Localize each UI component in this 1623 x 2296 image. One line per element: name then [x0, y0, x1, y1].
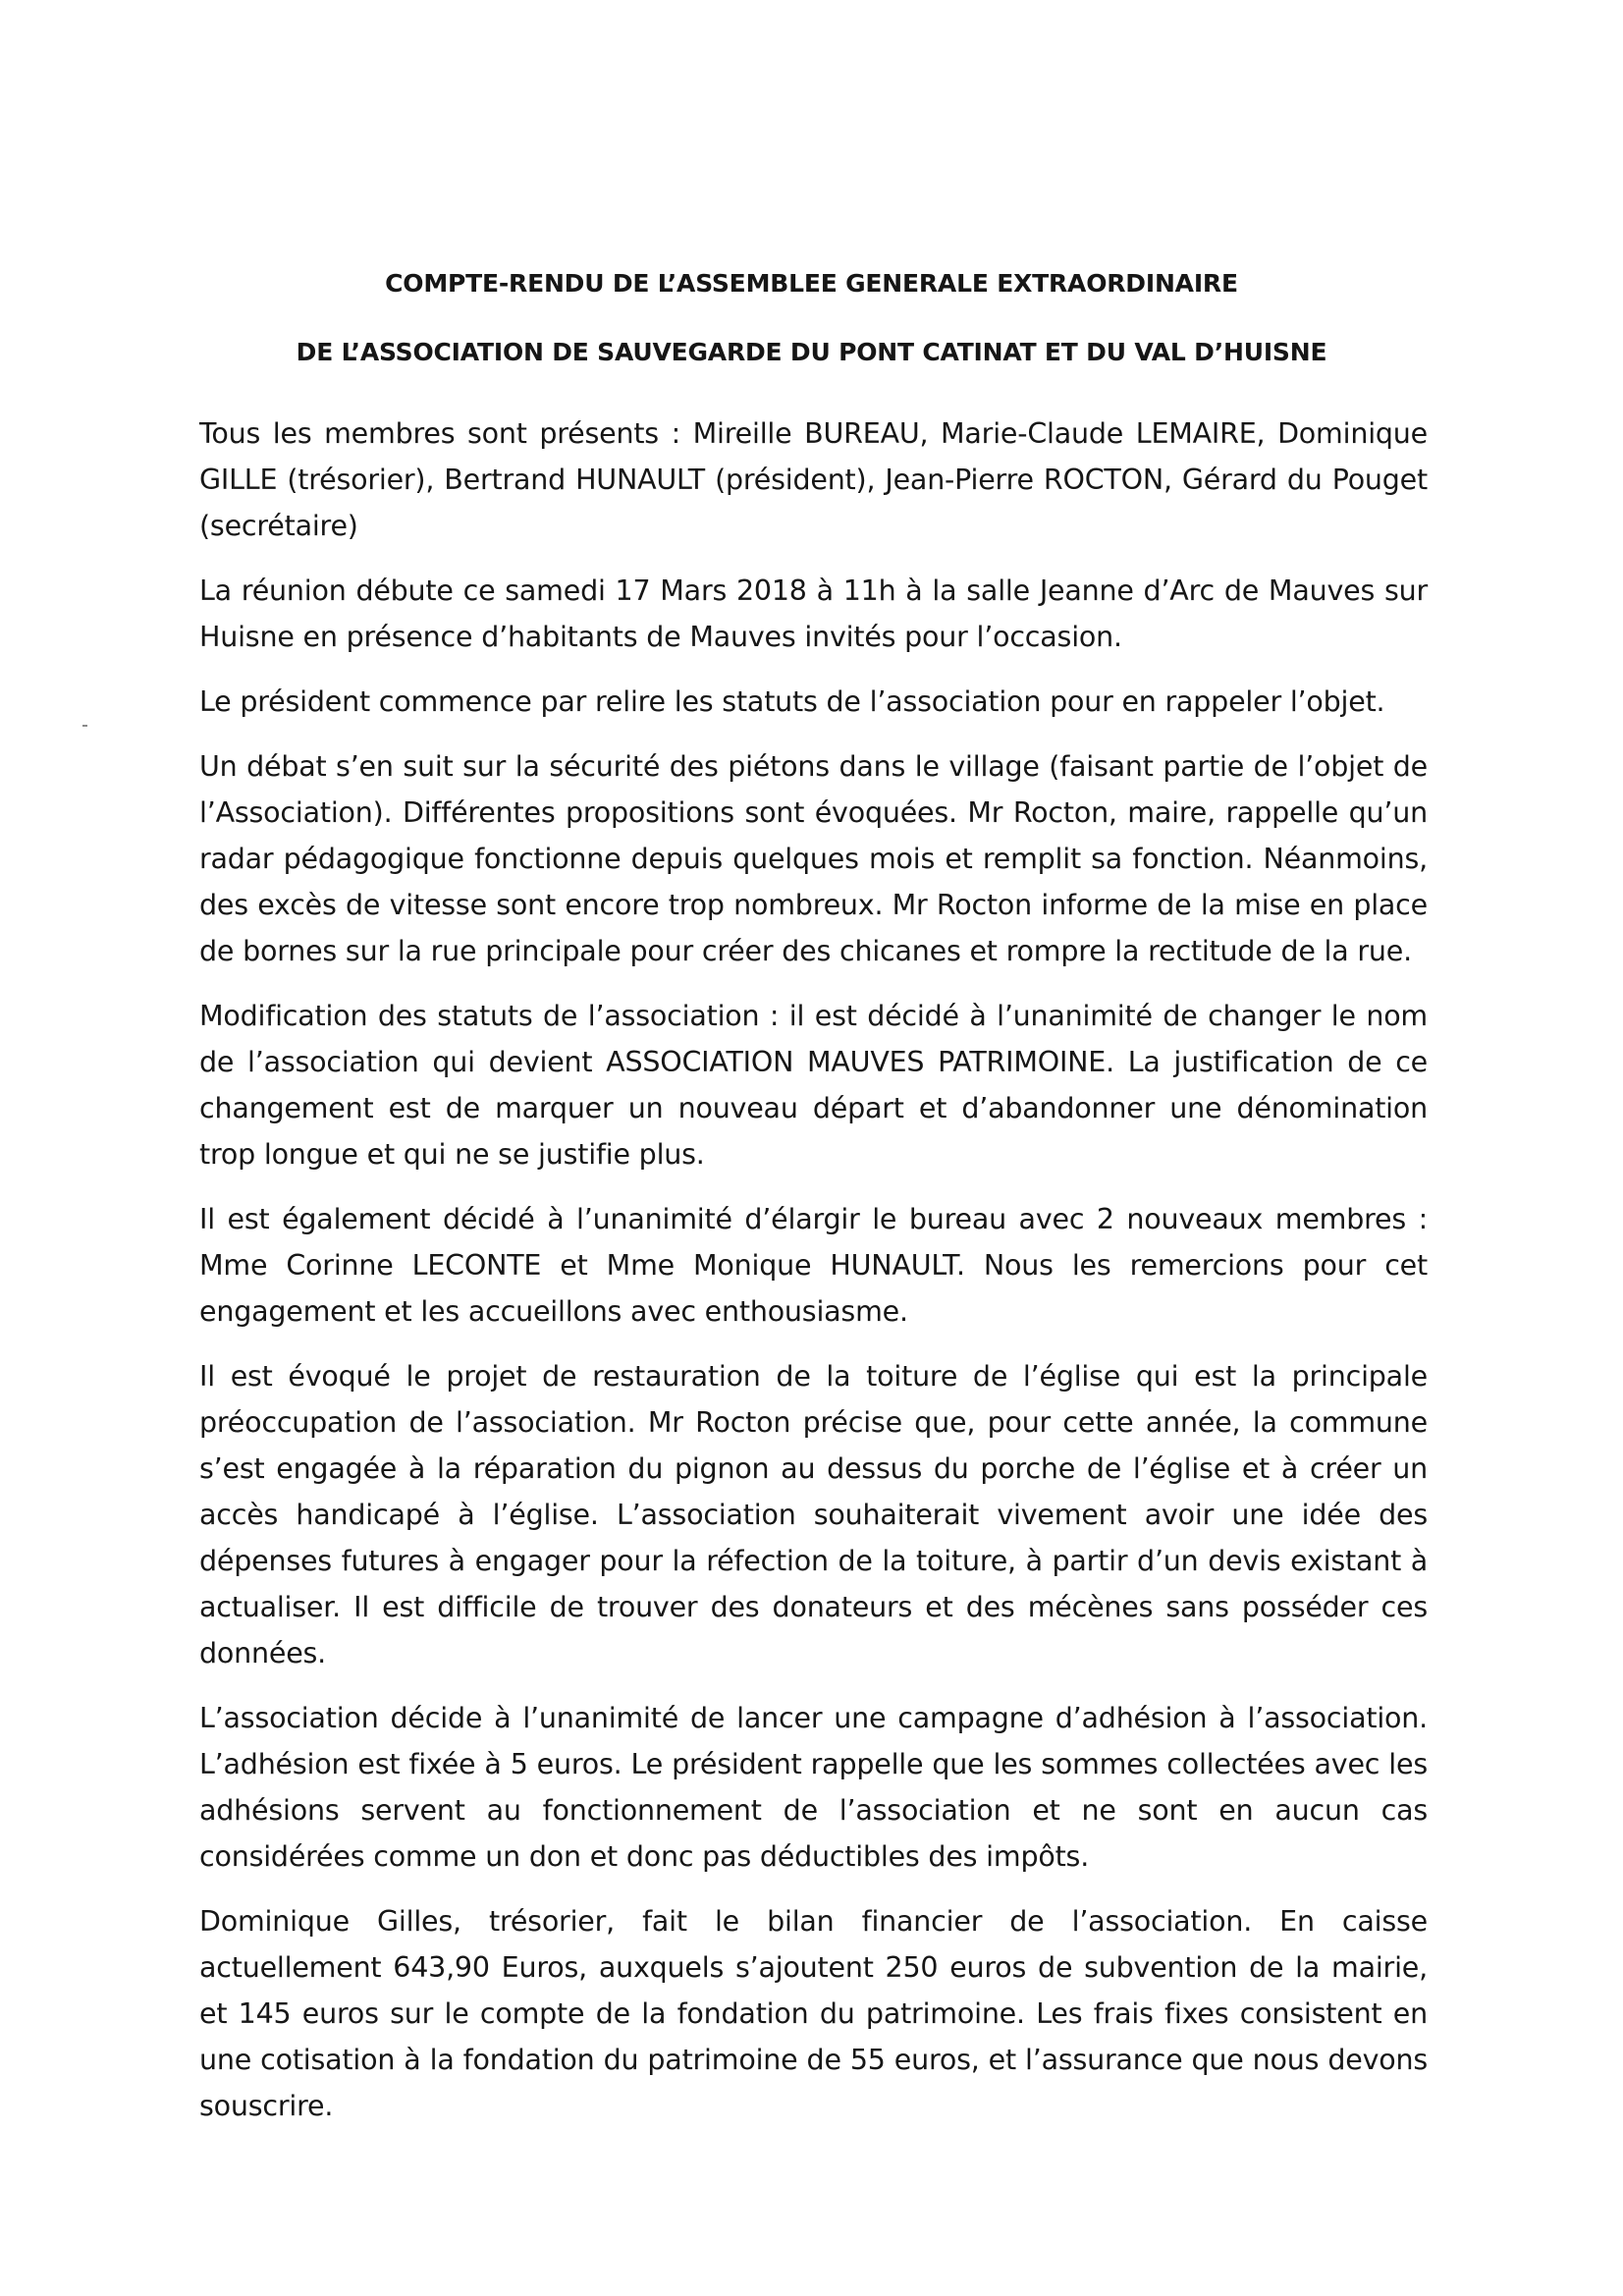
document-body	[199, 410, 1428, 2129]
paragraph-name-change: Modification des statuts de l’association : il est décidé à l’unanimité de changer le nom de l’association qui devient ASSOCIATION MAUVES PATRIMOINE. La justification de ce changement est de marquer un nouveau départ et d’abandonner une dénomination trop longue et qui ne se justifie plus.	[199, 1000, 1428, 1171]
paragraph-pedestrian-safety: Un débat s’en suit sur la sécurité des piétons dans le village (faisant partie de l’objet de l’Association). Différentes propositions sont évoquées. Mr Rocton, maire, rappelle qu’un radar pédagogique fonctionne depuis quelques mois et remplit sa fonction. Néanmoins, des excès de vitesse sont encore trop nombreux. Mr Rocton informe de la mise en place de bornes sur la rue principale pour créer des chicanes et rompre la rectitude de la rue.	[199, 750, 1428, 967]
paragraph-new-members: Il est également décidé à l’unanimité d’élargir le bureau avec 2 nouveaux membres : Mme Corinne LECONTE et Mme Monique HUNAULT. Nous les remercions pour cet engagement et les accueillons avec enthousiasme.	[199, 1203, 1428, 1328]
paragraph-meeting-start: La réunion débute ce samedi 17 Mars 2018 à 11h à la salle Jeanne d’Arc de Mauves sur Huisne en présence d’habitants de Mauves invités pour l’occasion.	[199, 574, 1428, 653]
paragraph-church-roof: Il est évoqué le projet de restauration de la toiture de l’église qui est la principale préoccupation de l’association. Mr Rocton précise que, pour cette année, la commune s’est engagée à la réparation du pignon au dessus du porche de l’église et à créer un accès handicapé à l’église. L’association souhaiterait vivement avoir une idée des dépenses futures à engager pour la réfection de la toiture, à partir d’un devis existant à actualiser. Il est difficile de trouver des donateurs et des mécènes sans posséder ces données.	[199, 1360, 1428, 1669]
document-title-line-1: COMPTE-RENDU DE L’ASSEMBLEE GENERALE EXTRAORDINAIRE	[385, 269, 1238, 298]
paragraph-statutes-reading: Le président commence par relire les statuts de l’association pour en rappeler l’objet.	[199, 685, 1385, 718]
paragraph-attendees: Tous les membres sont présents : Mireille BUREAU, Marie-Claude LEMAIRE, Dominique GILLE (trésorier), Bertrand HUNAULT (président), Jean-Pierre ROCTON, Gérard du Pouget (secrétaire)	[199, 417, 1428, 542]
paragraph-membership-campaign: L’association décide à l’unanimité de lancer une campagne d’adhésion à l’association. L’adhésion est fixée à 5 euros. Le président rappelle que les sommes collectées avec les adhésions servent au fonctionnement de l’association et ne sont en aucun cas considérées comme un don et donc pas déductibles des impôts.	[199, 1702, 1428, 1873]
paragraph-financial-report: Dominique Gilles, trésorier, fait le bilan financier de l’association. En caisse actuellement 643,90 Euros, auxquels s’ajoutent 250 euros de subvention de la mairie, et 145 euros sur le compte de la fondation du patrimoine. Les frais fixes consistent en une cotisation à la fondation du patrimoine de 55 euros, et l’assurance que nous devons souscrire.	[199, 1905, 1428, 2122]
document-title-line-2: DE L’ASSOCIATION DE SAUVEGARDE DU PONT CATINAT ET DU VAL D’HUISNE	[296, 338, 1327, 366]
scan-artifact	[82, 725, 87, 727]
